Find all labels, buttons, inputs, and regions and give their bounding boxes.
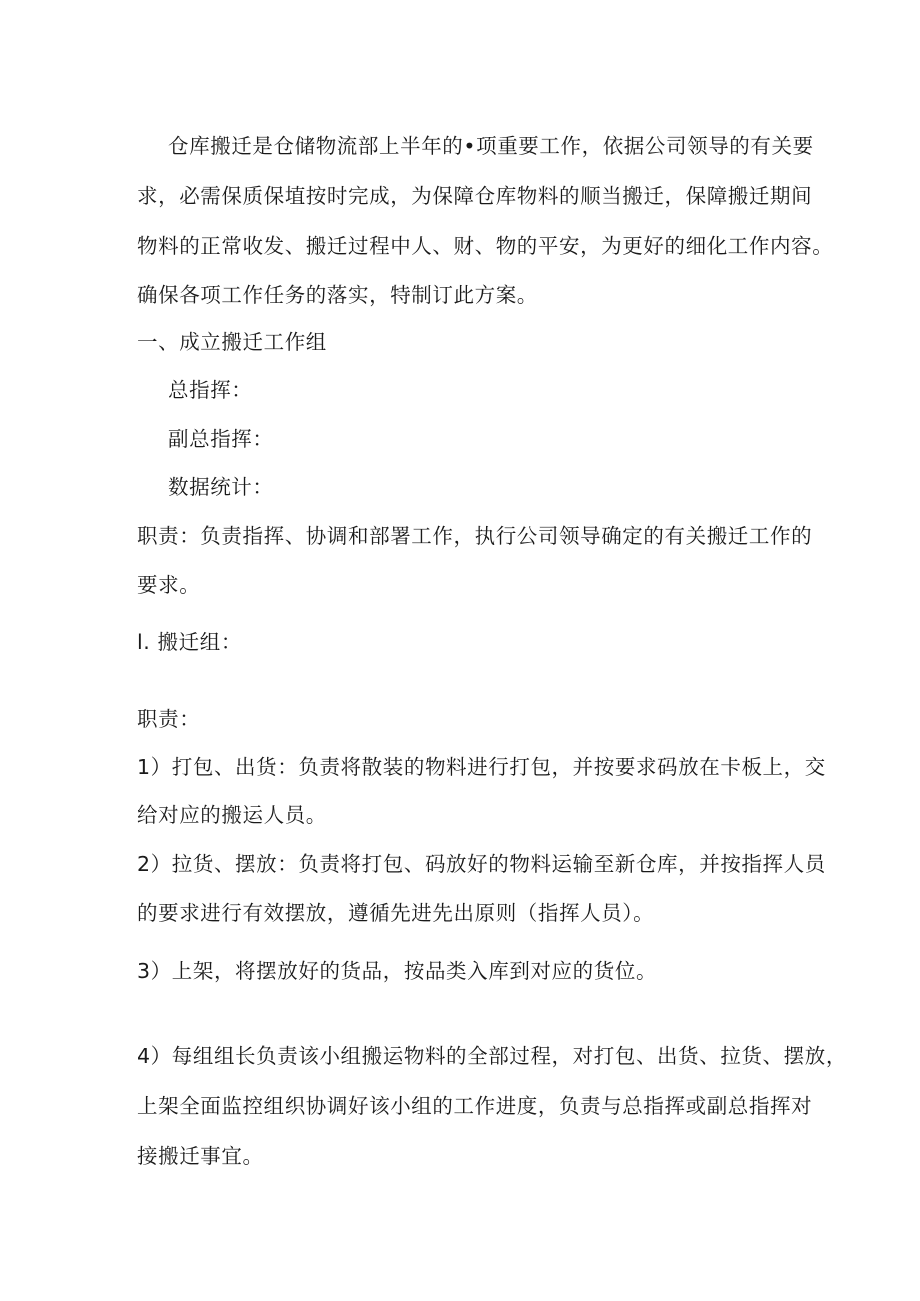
section-1-heading: 一、成立搬迁工作组 bbox=[137, 330, 327, 354]
intro-paragraph-line-3: 物料的正常收发、搬迁过程中人、财、物的平安，为更好的细化工作内容。 bbox=[137, 234, 834, 258]
commander-label: 总指挥： bbox=[168, 378, 253, 402]
item-4-line-2: 上架全面监控组织协调好该小组的工作进度，负责与总指挥或副总指挥对 bbox=[137, 1094, 813, 1118]
item-3-line-1: 3）上架，将摆放好的货品，按品类入库到对应的货位。 bbox=[137, 959, 658, 983]
item-4-line-3: 接搬迁事宜。 bbox=[137, 1144, 264, 1168]
vice-commander-label: 副总指挥： bbox=[168, 427, 274, 451]
statistics-label: 数据统计： bbox=[168, 475, 274, 499]
intro-paragraph-line-1: 仓库搬迁是仓储物流部上半年的•项重要工作，依据公司领导的有关要 bbox=[168, 134, 814, 158]
item-2-line-1: 2）拉货、摆放：负责将打包、码放好的物料运输至新仓库，并按指挥人员 bbox=[137, 852, 826, 876]
item-1-line-2: 给对应的搬运人员。 bbox=[137, 803, 327, 827]
duty-1-line-1: 职责：负责指挥、协调和部署工作，执行公司领导确定的有关搬迁工作的 bbox=[137, 524, 813, 548]
move-group-heading: l. 搬迁组： bbox=[137, 630, 242, 654]
item-1-line-1: 1）打包、出货：负责将散装的物料进行打包，并按要求码放在卡板上，交 bbox=[137, 755, 826, 779]
item-4-line-1: 4）每组组长负责该小组搬运物料的全部过程，对打包、出货、拉货、摆放， bbox=[137, 1044, 847, 1068]
intro-paragraph-line-2: 求，必需保质保埴按时完成，为保障仓库物料的顺当搬迁，保障搬迁期间 bbox=[137, 184, 813, 208]
item-2-line-2: 的要求进行有效摆放，遵循先进先出原则（指挥人员）。 bbox=[137, 901, 655, 925]
duty-1-line-2: 要求。 bbox=[137, 573, 201, 597]
intro-paragraph-line-4: 确保各项工作任务的落实，特制订此方案。 bbox=[137, 283, 538, 307]
duty-2-label: 职责： bbox=[137, 707, 201, 731]
